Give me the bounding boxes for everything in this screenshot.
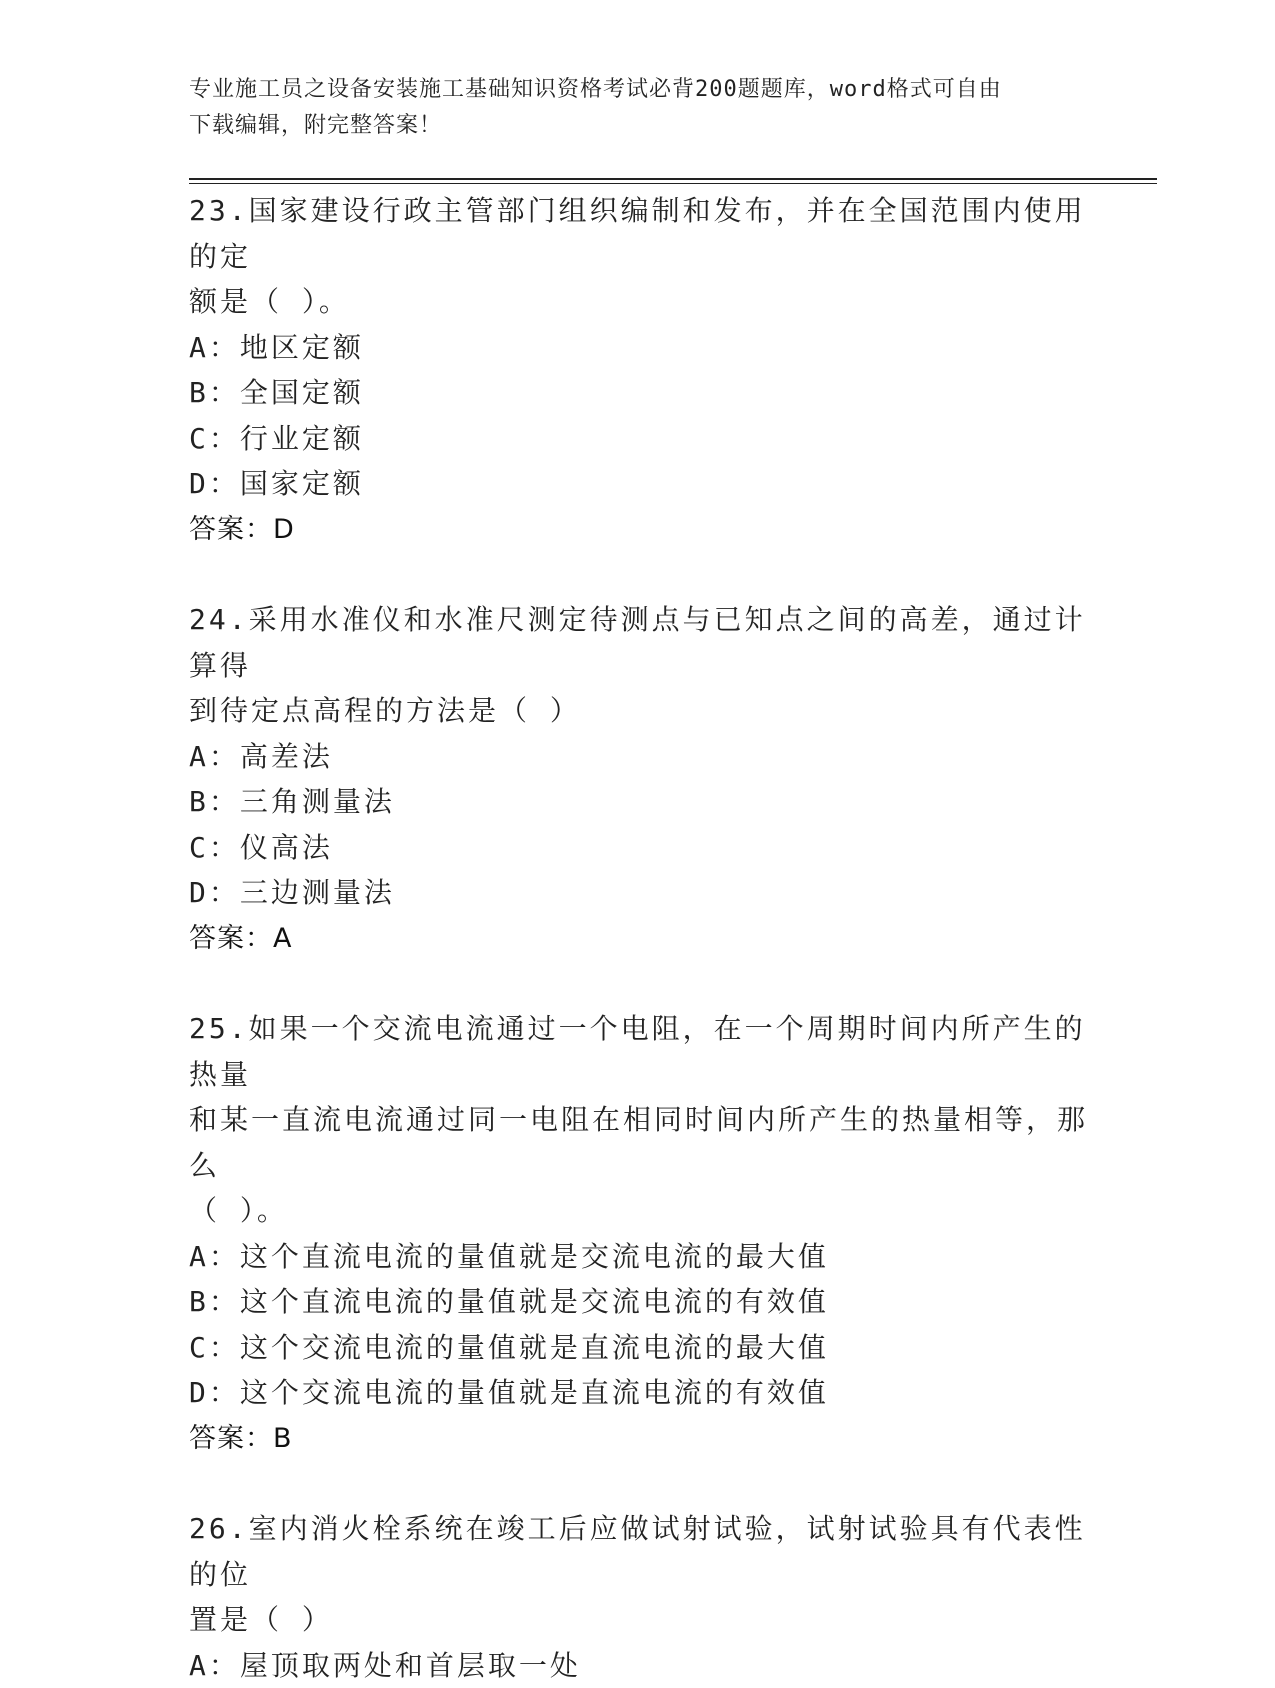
- option-a: A：高差法: [189, 734, 1089, 780]
- question-stem-line: 到待定点高程的方法是（ ）: [189, 688, 1089, 734]
- answer-line: 答案：B: [189, 1416, 1089, 1462]
- question-stem-line: （ ）。: [189, 1188, 1089, 1234]
- question-stem-line: 23.国家建设行政主管部门组织编制和发布，并在全国范围内使用的定: [189, 188, 1089, 279]
- question-25: [189, 1006, 1089, 1461]
- option-c: C：仪高法: [189, 825, 1089, 871]
- question-26: [189, 1506, 1089, 1688]
- header-divider-thick: [189, 178, 1157, 180]
- header-line-2: 下载编辑，附完整答案！: [189, 108, 1069, 144]
- option-b: B：三角测量法: [189, 779, 1089, 825]
- option-b: B：全国定额: [189, 370, 1089, 416]
- question-stem-line: 26.室内消火栓系统在竣工后应做试射试验，试射试验具有代表性的位: [189, 1506, 1089, 1597]
- question-spacer: [189, 552, 1089, 597]
- question-stem-line: 和某一直流电流通过同一电阻在相同时间内所产生的热量相等，那么: [189, 1097, 1089, 1188]
- header-divider-thin: [189, 183, 1157, 184]
- question-spacer: [189, 1461, 1089, 1506]
- question-stem-line: 额是（ ）。: [189, 279, 1089, 325]
- option-a: A：屋顶取两处和首层取一处: [189, 1643, 1089, 1688]
- answer-line: 答案：A: [189, 916, 1089, 962]
- answer-line: 答案：D: [189, 507, 1089, 553]
- question-stem-line: 24.采用水准仪和水准尺测定待测点与已知点之间的高差，通过计算得: [189, 597, 1089, 688]
- option-c: C：这个交流电流的量值就是直流电流的最大值: [189, 1325, 1089, 1371]
- option-d: D：这个交流电流的量值就是直流电流的有效值: [189, 1370, 1089, 1416]
- question-spacer: [189, 961, 1089, 1006]
- question-23: [189, 188, 1089, 552]
- question-24: [189, 597, 1089, 961]
- question-stem-line: 25.如果一个交流电流通过一个电阻，在一个周期时间内所产生的热量: [189, 1006, 1089, 1097]
- option-a: A：这个直流电流的量值就是交流电流的最大值: [189, 1234, 1089, 1280]
- option-b: B：这个直流电流的量值就是交流电流的有效值: [189, 1279, 1089, 1325]
- option-d: D：国家定额: [189, 461, 1089, 507]
- option-c: C：行业定额: [189, 416, 1089, 462]
- header-line-1: 专业施工员之设备安装施工基础知识资格考试必背200题题库，word格式可自由: [189, 72, 1069, 108]
- document-header: [189, 72, 1069, 144]
- option-d: D：三边测量法: [189, 870, 1089, 916]
- option-a: A：地区定额: [189, 325, 1089, 371]
- question-stem-line: 置是（ ）: [189, 1597, 1089, 1643]
- question-list: [189, 188, 1089, 1688]
